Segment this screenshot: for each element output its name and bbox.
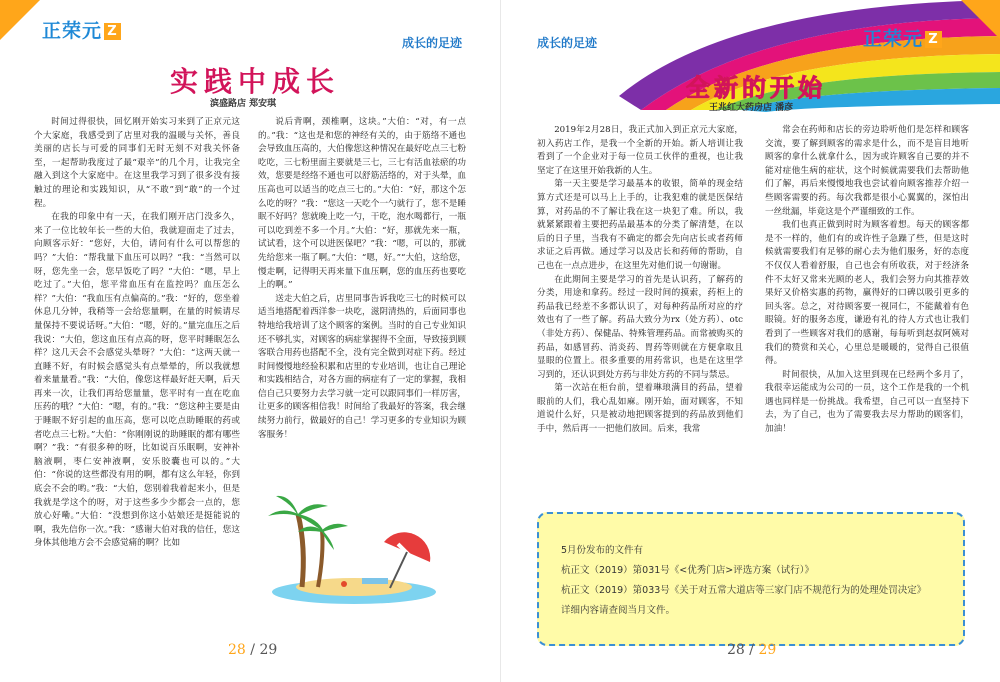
beach-illustration xyxy=(262,492,438,612)
right-page xyxy=(500,0,1000,682)
paragraph: 第一天主要是学习最基本的收银，简单的现金结算方式还是可以马上上手的，让我犯难的就是医保结算，对药品的不了解让我在这一块犯了难。所以，我就紧紧跟着主要把药品最基本的分类了解清楚，在以后的日子里，当我有不确定的都会先向店长或者药师求证之后再做。通过学习以及店长和药师的帮助，自己也在一点点进步，在这里先对他们说一句谢谢。 xyxy=(537,179,743,271)
article-title: 实践中成长 xyxy=(170,65,341,98)
page-separator: / xyxy=(250,642,255,658)
logo-mark: Z xyxy=(925,31,942,48)
logo-mark: Z xyxy=(104,23,121,40)
page-number xyxy=(727,642,776,658)
text-column-2 xyxy=(258,116,466,442)
paragraph: 在此期间主要是学习的首先是认识药，了解药的分类，用途和拿药。经过一段时间的摸索，药柜上的药品我已经差不多都认识了，对每种药品所对应的疗效也有了一些了解。药品大致分为rx（处方药）、otc（非处方药）、保健品、特殊管理药品。而常被购买的药品，如感冒药、消炎药、胃药等则就在方便拿取且显眼的位置上。很多重要的用药常识，也是在这里学习到的，还认识到处方药与非处方药的不同与禁忌。 xyxy=(537,274,743,380)
section-label: 成长的足迹 xyxy=(537,36,598,50)
notice-line: 杭正文（2019）第031号《<优秀门店>评选方案（试行）》 xyxy=(561,565,814,576)
article-author: 王兆红大药房店 潘彦 xyxy=(709,103,794,113)
page-separator: / xyxy=(749,642,754,658)
brand-logo xyxy=(42,16,121,43)
brand-logo xyxy=(863,24,942,51)
paragraph: 常会在药师和店长的旁边聆听他们是怎样和顾客交流，要了解到顾客的需求是什么，而不是盲目地听顾客的拿什么就拿什么，因为或许顾客自己要的并不能对症他生病的症状，这个时候就需要我们去帮助他们了解，再后来慢慢地我也尝试着向顾客推荐介绍一些顾客需要的药。每次我都是很小心翼翼的，深怕出一丝纰漏，毕竟这是个严谨细致的工作。 xyxy=(765,125,969,217)
text-column-1 xyxy=(537,124,743,437)
article-title: 全新的开始 xyxy=(686,74,826,102)
text-column-1 xyxy=(34,116,240,551)
corner-decoration xyxy=(0,0,40,40)
page-total: 29 xyxy=(259,642,278,658)
notice-line: 杭正文（2019）第033号《关于对五常大道店等三家门店不规范行为的处理处罚决定》 xyxy=(561,585,927,596)
page-total: 29 xyxy=(758,642,777,658)
notice-heading: 5月份发布的文件有 xyxy=(561,545,644,556)
text-column-2 xyxy=(765,124,969,437)
notice-line: 详细内容请查阅当月文件。 xyxy=(561,605,676,616)
article-author: 滨盛路店 郑安琪 xyxy=(210,99,277,109)
notice-box xyxy=(537,512,965,646)
paragraph: 我们也真正做到时时为顾客着想。每天的顾客都是不一样的，他们有的或许性子急躁了些，但是这时候就需要我们有足够的耐心去为他们服务，好的态度不仅仅人看着舒服，自己也会有所收获，对于经济条件不太好又常来光顾的老人，我们会努力向其推荐效果好又价格实惠的药物，赢得好的口碑以吸引更多的回头客。总之，对待顾客要一视同仁，不能戴着有色眼镜。好的服务态度，谦逊有礼的待人方式也让我们看到了一些顾客对我们的感谢，每每听到赵叔阿姨对我们的赞赏和关心，心里总是暖暖的，觉得自己很值得。 xyxy=(765,220,969,367)
paragraph: 说后背啊，颈椎啊，这块。”大伯：“对，有一点的。”我：“这也是和您的神经有关的，由于筋络不通也会导致血压高的，大伯像您这种情况在最好吃点三七粉吃吃，三七粉里面主要就是三七，三七有活血祛瘀的功效，您要是经络不通也可以舒筋活络的，对于头晕，血压高也可以适当的吃点三七的。”大伯：“好，那这个怎么吃的呀？”我：“您这一天吃个一勺就行了，您不是睡眠不好吗？您就晚上吃一勺，干吃，泡水喝都行，一瓶可以吃到差不多一个月。”大伯：“好，那就先来一瓶，试试看，这个可以进医保吧？”我：“嗯，可以的，那就先给您来一瓶了啊。”大伯：“嗯，好。”“大伯，这给您，慢走啊，记得明天再来量下血压啊，您的血压药也要吃上的啊。” xyxy=(258,117,466,291)
paragraph: 第一次站在柜台前，望着琳琅满目的药品，望着眼前的人们，我心乱如麻。刚开始，面对顾客，不知道说什么好，只是被动地把顾客提到的药品放到他们手中，然后再一一把他们放回。后来，我常 xyxy=(537,383,743,435)
page-current: 28 xyxy=(228,642,246,658)
paragraph: 时间很快，从加入这里到现在已经两个多月了，我很幸运能成为公司的一员，这个工作是我的一个机遇也同样是一份挑战。我希望，自己可以一直坚持下去，为了自己，也为了需要我去尽力帮助的顾客们，加油！ xyxy=(765,369,969,435)
paragraph: 2019年2月28日，我正式加入到正京元大家庭，初入药店工作，是我一个全新的开始。新人培训让我看到了一个企业对于每一位员工伙伴的重视，也让我坚定了在这里开始我新的人生。 xyxy=(537,125,743,176)
paragraph: 送走大伯之后，店里同事告诉我吃三七的时候可以适当地搭配着西洋参一块吃，滋阴清热的，后面同事也特地给我培训了这个顾客的案例。当时的自己专业知识还不够扎实，对顾客的病症掌握得不全面，导致接到顾客联合用药也搭配不全，没有完全做到对症下药。经过时间慢慢地经验积累和店里的专业培训，也让自己理论和实践相结合，对各方面的病症有了一定的掌握，我相信自己只要努力去学习就一定可以跟同事们一样厉害，让更多的顾客相信我！时间给了我最好的答案，我会继续努力前行，做最好的自己！学习更多的专业知识为顾客服务！ xyxy=(258,293,466,440)
page-current: 28 xyxy=(727,642,745,658)
logo-text: 正荣元 xyxy=(863,28,924,50)
section-label: 成长的足迹 xyxy=(402,36,463,50)
paragraph: 时间过得很快，回忆刚开始实习来到了正京元这个大家庭，我感受到了店里对我的温暖与关怀，善良美丽的店长与可爱的同事们无时无刻不对我关怀备至，一起帮助我度过了最“艰辛”的几个月，让我完全融入到这个大家庭中。在这里我学习到了很多没有接触过的理论和实践知识，从“不敢”到“敢”的一个过程。 xyxy=(34,117,240,209)
page-number xyxy=(228,642,277,658)
paragraph: 在我的印象中有一天，在我们刚开店门没多久，来了一位比较年长一些的大伯，我就迎面走了过去，向顾客示好：“您好，大伯，请问有什么可以帮您的吗？”大伯：“帮我量下血压可以吗？”我：“当然可以呀，您先坐一会，您早饭吃了吗？”大伯：“嗯，早上吃过了。”大伯，您平常血压有在监控吗？血压怎么样？”大伯：“我血压有点偏高的。”我：“好的，您坐着休息几分钟，我稍等一会给您量啊，在量的时候请尽量保持不要说话呀。”大伯：“嗯，好的。”量完血压之后我说：“大伯，您这血压有点高的呀，您平时睡眠怎么样？这几天会不会感觉头晕呀？”大伯：“这两天就一直睡不好，有时候会感觉头有点晕晕的，所以我就想着来量量看。”我：“大伯，像您这样最好赶天啊，后天再来一次，让我们再给您量量，您平时有一直在吃血压药的哦？”大伯：“嗯，有的。”我：“您这种主要是由于睡眠不好引起的血压高，您可以吃点助睡眠的药或者吃点三七粉。”大伯：“你刚刚说的助睡眠的都有哪些啊？”我：“有很多种的呀，比如说百乐眠啊，安神补脑液啊，枣仁安神液啊，安乐胶囊也可以的。”大伯：“你说的这些都没有用的啊，都有这么年轻，你到底会不会的哟。”我：“大伯，您别着我着起来小，但是我就是学这个的呀，对于这些多少少都会一点的，您放心好嘞。”大伯：“没想到你这小姑娘还是挺能说的啊，我先信你一次。”我：“感谢大伯对我的信任，您这身体其他地方会不会感觉痛的啊？比如 xyxy=(34,212,240,549)
corner-decoration xyxy=(961,0,1000,40)
logo-text: 正荣元 xyxy=(42,20,103,42)
